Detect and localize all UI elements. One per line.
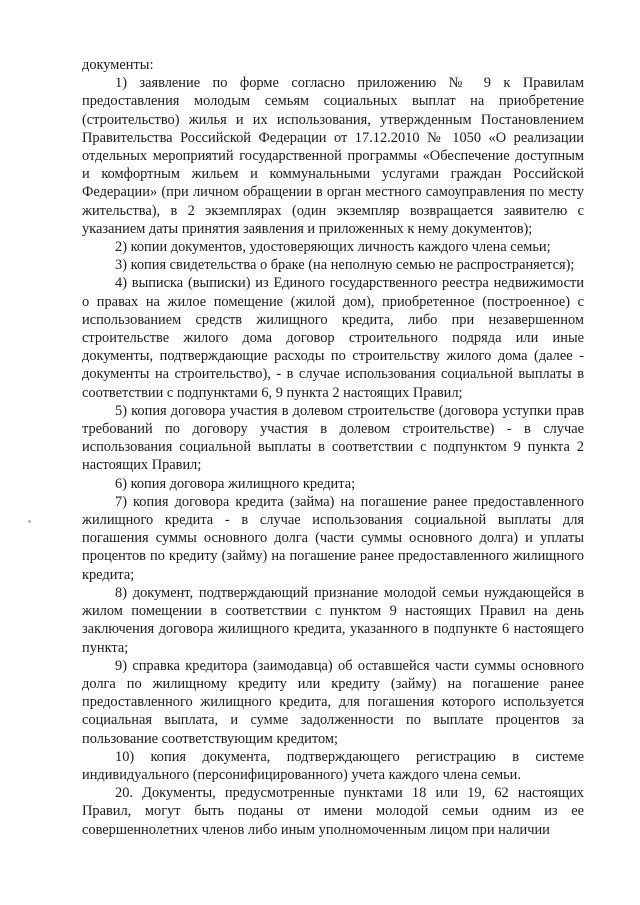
paragraph-intro: документы: bbox=[82, 57, 154, 73]
list-item-2: 2) копии документов, удостоверяющих личность каждого члена семьи; bbox=[115, 239, 551, 256]
list-item-6: 6) копия договора жилищного кредита; bbox=[115, 475, 356, 492]
scan-speck bbox=[28, 520, 31, 523]
document-page bbox=[82, 56, 584, 839]
list-item-10: 10) копия документа, подтверждающего регистрацию в системе индивидуального (персонифицированного) учета каждого члена семьи. bbox=[82, 748, 584, 783]
list-item-5: 5) копия договора участия в долевом строительстве (договора уступки прав требований по договору участия в долевом строительстве) - в случае использования социальной выплаты в соответствии с подпунктом 9 пункта 2 настоящих Правил; bbox=[82, 402, 584, 474]
list-item-4: 4) выписка (выписки) из Единого государственного реестра недвижимости о правах на жилое помещение (жилой дом), приобретенное (построенное) с использованием средств жилищного кредита, либо при незавершенном строительстве жилого дома договор строительного подряда или иные документы, подтверждающие расходы по строительству жилого дома (далее - документы на строительство), - в случае использования социальной выплаты в соответствии с подпунктами 6, 9 пункта 2 настоящих Правил; bbox=[82, 275, 584, 401]
list-item-9: 9) справка кредитора (заимодавца) об оставшейся части суммы основного долга по жилищному кредиту или кредиту (займу) на погашение ранее предоставленного жилищного кредита, для погашения которого используется социальная выплата, и сумме задолженности по выплате процентов за пользование соответствующим кредитом; bbox=[82, 657, 584, 747]
list-item-3: 3) копия свидетельства о браке (на неполную семью не распространяется); bbox=[115, 257, 575, 274]
list-item-7: 7) копия договора кредита (займа) на погашение ранее предоставленного жилищного кредита - в случае использования социальной выплаты для погашения суммы основного долга (части суммы основного долга) и уплаты процентов по кредиту (займу) на погашение ранее предоставленного жилищного кредита; bbox=[82, 493, 584, 583]
list-item-1: 1) заявление по форме согласно приложению № 9 к Правилам предоставления молодым семьям социальных выплат на приобретение (строительство) жилья и их использования, утвержденным Постановлением Правительства Российской Федерации от 17.12.2010 № 1050 «О реализации отдельных мероприятий государственной программы «Обеспечение доступным и комфортным жильем и коммунальными услугами граждан Российской Федерации» (при личном обращении в орган местного самоуправления по месту жительства), в 2 экземплярах (один экземпляр возвращается заявителю с указанием даты принятия заявления и приложенных к нему документов); bbox=[82, 75, 584, 237]
list-item-8: 8) документ, подтверждающий признание молодой семьи нуждающейся в жилом помещении в соответствии с пунктом 9 настоящих Правил на день заключения договора жилищного кредита, указанного в подпункте 6 настоящего пункта; bbox=[82, 584, 584, 656]
section-20-paragraph: 20. Документы, предусмотренные пунктами 18 или 19, 62 настоящих Правил, могут быть поданы от имени молодой семьи одним из ее совершеннолетних членов либо иным уполномоченным лицом при наличии bbox=[82, 785, 584, 838]
